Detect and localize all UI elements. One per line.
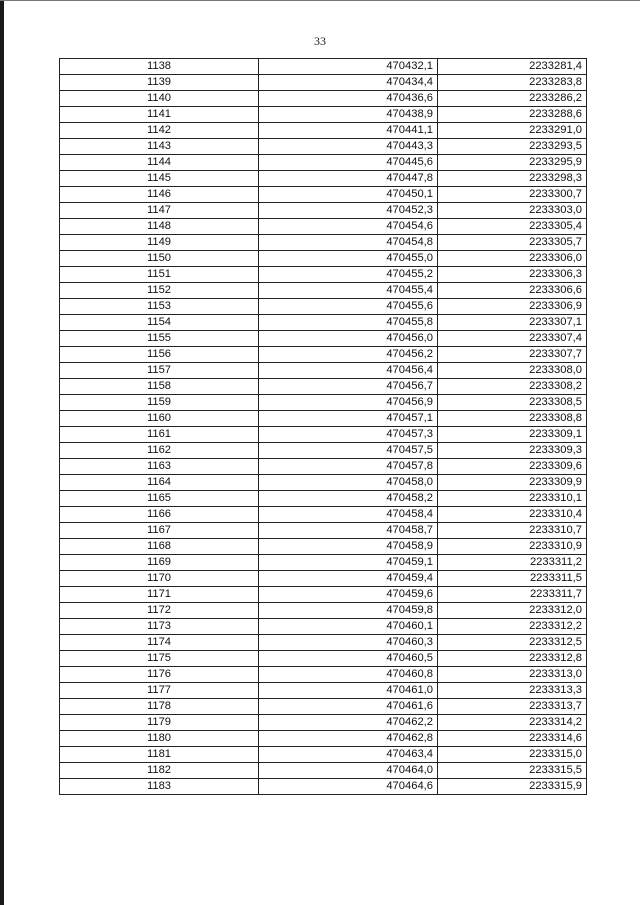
point-number-cell: 1172 bbox=[60, 603, 259, 619]
point-number-cell: 1152 bbox=[60, 283, 259, 299]
x-coordinate-cell: 470457,5 bbox=[259, 443, 438, 459]
y-coordinate-cell: 2233308,8 bbox=[438, 411, 587, 427]
point-number-cell: 1142 bbox=[60, 123, 259, 139]
y-coordinate-cell: 2233283,8 bbox=[438, 75, 587, 91]
point-number-cell: 1149 bbox=[60, 235, 259, 251]
y-coordinate-cell: 2233281,4 bbox=[438, 59, 587, 75]
x-coordinate-cell: 470456,9 bbox=[259, 395, 438, 411]
y-coordinate-cell: 2233309,9 bbox=[438, 475, 587, 491]
x-coordinate-cell: 470460,5 bbox=[259, 651, 438, 667]
x-coordinate-cell: 470454,6 bbox=[259, 219, 438, 235]
point-number-cell: 1150 bbox=[60, 251, 259, 267]
table-row bbox=[60, 587, 587, 603]
point-number-cell: 1179 bbox=[60, 715, 259, 731]
table-row bbox=[60, 395, 587, 411]
point-number-cell: 1146 bbox=[60, 187, 259, 203]
point-number-cell: 1145 bbox=[60, 171, 259, 187]
table-row bbox=[60, 427, 587, 443]
table-row bbox=[60, 555, 587, 571]
point-number-cell: 1176 bbox=[60, 667, 259, 683]
point-number-cell: 1157 bbox=[60, 363, 259, 379]
y-coordinate-cell: 2233305,7 bbox=[438, 235, 587, 251]
x-coordinate-cell: 470455,6 bbox=[259, 299, 438, 315]
y-coordinate-cell: 2233309,1 bbox=[438, 427, 587, 443]
y-coordinate-cell: 2233306,6 bbox=[438, 283, 587, 299]
table-row bbox=[60, 267, 587, 283]
x-coordinate-cell: 470441,1 bbox=[259, 123, 438, 139]
x-coordinate-cell: 470460,3 bbox=[259, 635, 438, 651]
point-number-cell: 1141 bbox=[60, 107, 259, 123]
x-coordinate-cell: 470461,6 bbox=[259, 699, 438, 715]
x-coordinate-cell: 470463,4 bbox=[259, 747, 438, 763]
y-coordinate-cell: 2233312,8 bbox=[438, 651, 587, 667]
table-row bbox=[60, 459, 587, 475]
x-coordinate-cell: 470452,3 bbox=[259, 203, 438, 219]
table-row bbox=[60, 315, 587, 331]
y-coordinate-cell: 2233295,9 bbox=[438, 155, 587, 171]
y-coordinate-cell: 2233312,0 bbox=[438, 603, 587, 619]
table-row bbox=[60, 731, 587, 747]
point-number-cell: 1138 bbox=[60, 59, 259, 75]
x-coordinate-cell: 470456,7 bbox=[259, 379, 438, 395]
point-number-cell: 1154 bbox=[60, 315, 259, 331]
y-coordinate-cell: 2233291,0 bbox=[438, 123, 587, 139]
table-row bbox=[60, 299, 587, 315]
table-row bbox=[60, 747, 587, 763]
point-number-cell: 1170 bbox=[60, 571, 259, 587]
y-coordinate-cell: 2233307,4 bbox=[438, 331, 587, 347]
x-coordinate-cell: 470462,2 bbox=[259, 715, 438, 731]
table-row bbox=[60, 603, 587, 619]
point-number-cell: 1151 bbox=[60, 267, 259, 283]
point-number-cell: 1156 bbox=[60, 347, 259, 363]
y-coordinate-cell: 2233308,5 bbox=[438, 395, 587, 411]
y-coordinate-cell: 2233307,1 bbox=[438, 315, 587, 331]
point-number-cell: 1140 bbox=[60, 91, 259, 107]
y-coordinate-cell: 2233313,0 bbox=[438, 667, 587, 683]
y-coordinate-cell: 2233311,2 bbox=[438, 555, 587, 571]
table-row bbox=[60, 763, 587, 779]
point-number-cell: 1168 bbox=[60, 539, 259, 555]
x-coordinate-cell: 470459,4 bbox=[259, 571, 438, 587]
table-row bbox=[60, 699, 587, 715]
point-number-cell: 1175 bbox=[60, 651, 259, 667]
x-coordinate-cell: 470455,8 bbox=[259, 315, 438, 331]
y-coordinate-cell: 2233314,6 bbox=[438, 731, 587, 747]
point-number-cell: 1148 bbox=[60, 219, 259, 235]
table-row bbox=[60, 667, 587, 683]
y-coordinate-cell: 2233310,1 bbox=[438, 491, 587, 507]
table-row bbox=[60, 139, 587, 155]
y-coordinate-cell: 2233300,7 bbox=[438, 187, 587, 203]
x-coordinate-cell: 470455,0 bbox=[259, 251, 438, 267]
x-coordinate-cell: 470455,2 bbox=[259, 267, 438, 283]
table-row bbox=[60, 347, 587, 363]
table-row bbox=[60, 187, 587, 203]
x-coordinate-cell: 470464,0 bbox=[259, 763, 438, 779]
x-coordinate-cell: 470459,6 bbox=[259, 587, 438, 603]
y-coordinate-cell: 2233312,2 bbox=[438, 619, 587, 635]
y-coordinate-cell: 2233312,5 bbox=[438, 635, 587, 651]
table-row bbox=[60, 683, 587, 699]
y-coordinate-cell: 2233310,7 bbox=[438, 523, 587, 539]
x-coordinate-cell: 470456,2 bbox=[259, 347, 438, 363]
point-number-cell: 1153 bbox=[60, 299, 259, 315]
point-number-cell: 1164 bbox=[60, 475, 259, 491]
table-row bbox=[60, 507, 587, 523]
table-row bbox=[60, 283, 587, 299]
point-number-cell: 1160 bbox=[60, 411, 259, 427]
y-coordinate-cell: 2233306,3 bbox=[438, 267, 587, 283]
x-coordinate-cell: 470438,9 bbox=[259, 107, 438, 123]
x-coordinate-cell: 470454,8 bbox=[259, 235, 438, 251]
table-row bbox=[60, 235, 587, 251]
x-coordinate-cell: 470447,8 bbox=[259, 171, 438, 187]
x-coordinate-cell: 470443,3 bbox=[259, 139, 438, 155]
y-coordinate-cell: 2233313,3 bbox=[438, 683, 587, 699]
y-coordinate-cell: 2233310,9 bbox=[438, 539, 587, 555]
page-number: 33 bbox=[314, 34, 326, 48]
point-number-cell: 1161 bbox=[60, 427, 259, 443]
x-coordinate-cell: 470450,1 bbox=[259, 187, 438, 203]
x-coordinate-cell: 470436,6 bbox=[259, 91, 438, 107]
x-coordinate-cell: 470464,6 bbox=[259, 779, 438, 795]
table-row bbox=[60, 651, 587, 667]
coordinates-table-body bbox=[60, 59, 587, 795]
point-number-cell: 1178 bbox=[60, 699, 259, 715]
point-number-cell: 1180 bbox=[60, 731, 259, 747]
y-coordinate-cell: 2233293,5 bbox=[438, 139, 587, 155]
table-row bbox=[60, 75, 587, 91]
x-coordinate-cell: 470455,4 bbox=[259, 283, 438, 299]
x-coordinate-cell: 470457,3 bbox=[259, 427, 438, 443]
point-number-cell: 1155 bbox=[60, 331, 259, 347]
x-coordinate-cell: 470458,4 bbox=[259, 507, 438, 523]
y-coordinate-cell: 2233309,6 bbox=[438, 459, 587, 475]
x-coordinate-cell: 470459,8 bbox=[259, 603, 438, 619]
point-number-cell: 1158 bbox=[60, 379, 259, 395]
y-coordinate-cell: 2233315,0 bbox=[438, 747, 587, 763]
point-number-cell: 1182 bbox=[60, 763, 259, 779]
table-row bbox=[60, 635, 587, 651]
x-coordinate-cell: 470432,1 bbox=[259, 59, 438, 75]
y-coordinate-cell: 2233305,4 bbox=[438, 219, 587, 235]
point-number-cell: 1143 bbox=[60, 139, 259, 155]
y-coordinate-cell: 2233313,7 bbox=[438, 699, 587, 715]
x-coordinate-cell: 470457,1 bbox=[259, 411, 438, 427]
x-coordinate-cell: 470434,4 bbox=[259, 75, 438, 91]
table-row bbox=[60, 107, 587, 123]
point-number-cell: 1177 bbox=[60, 683, 259, 699]
table-row bbox=[60, 619, 587, 635]
x-coordinate-cell: 470456,0 bbox=[259, 331, 438, 347]
coordinates-table bbox=[59, 58, 587, 795]
point-number-cell: 1159 bbox=[60, 395, 259, 411]
y-coordinate-cell: 2233309,3 bbox=[438, 443, 587, 459]
y-coordinate-cell: 2233307,7 bbox=[438, 347, 587, 363]
point-number-cell: 1171 bbox=[60, 587, 259, 603]
point-number-cell: 1183 bbox=[60, 779, 259, 795]
table-row bbox=[60, 571, 587, 587]
table-row bbox=[60, 443, 587, 459]
y-coordinate-cell: 2233303,0 bbox=[438, 203, 587, 219]
x-coordinate-cell: 470461,0 bbox=[259, 683, 438, 699]
table-row bbox=[60, 171, 587, 187]
table-row bbox=[60, 59, 587, 75]
table-row bbox=[60, 363, 587, 379]
y-coordinate-cell: 2233298,3 bbox=[438, 171, 587, 187]
x-coordinate-cell: 470459,1 bbox=[259, 555, 438, 571]
point-number-cell: 1144 bbox=[60, 155, 259, 171]
point-number-cell: 1169 bbox=[60, 555, 259, 571]
table-row bbox=[60, 155, 587, 171]
table-row bbox=[60, 523, 587, 539]
y-coordinate-cell: 2233311,7 bbox=[438, 587, 587, 603]
table-row bbox=[60, 203, 587, 219]
point-number-cell: 1173 bbox=[60, 619, 259, 635]
x-coordinate-cell: 470458,0 bbox=[259, 475, 438, 491]
y-coordinate-cell: 2233306,0 bbox=[438, 251, 587, 267]
y-coordinate-cell: 2233308,2 bbox=[438, 379, 587, 395]
table-row bbox=[60, 123, 587, 139]
point-number-cell: 1165 bbox=[60, 491, 259, 507]
x-coordinate-cell: 470445,6 bbox=[259, 155, 438, 171]
x-coordinate-cell: 470457,8 bbox=[259, 459, 438, 475]
y-coordinate-cell: 2233310,4 bbox=[438, 507, 587, 523]
x-coordinate-cell: 470460,1 bbox=[259, 619, 438, 635]
y-coordinate-cell: 2233286,2 bbox=[438, 91, 587, 107]
y-coordinate-cell: 2233314,2 bbox=[438, 715, 587, 731]
y-coordinate-cell: 2233315,9 bbox=[438, 779, 587, 795]
table-row bbox=[60, 715, 587, 731]
x-coordinate-cell: 470460,8 bbox=[259, 667, 438, 683]
y-coordinate-cell: 2233315,5 bbox=[438, 763, 587, 779]
y-coordinate-cell: 2233288,6 bbox=[438, 107, 587, 123]
table-row bbox=[60, 251, 587, 267]
x-coordinate-cell: 470458,2 bbox=[259, 491, 438, 507]
x-coordinate-cell: 470458,9 bbox=[259, 539, 438, 555]
table-row bbox=[60, 411, 587, 427]
point-number-cell: 1162 bbox=[60, 443, 259, 459]
table-row bbox=[60, 91, 587, 107]
point-number-cell: 1163 bbox=[60, 459, 259, 475]
page-top-rule bbox=[0, 0, 640, 1]
point-number-cell: 1174 bbox=[60, 635, 259, 651]
point-number-cell: 1147 bbox=[60, 203, 259, 219]
point-number-cell: 1139 bbox=[60, 75, 259, 91]
page-left-edge bbox=[0, 0, 4, 905]
y-coordinate-cell: 2233306,9 bbox=[438, 299, 587, 315]
point-number-cell: 1181 bbox=[60, 747, 259, 763]
x-coordinate-cell: 470462,8 bbox=[259, 731, 438, 747]
table-row bbox=[60, 491, 587, 507]
y-coordinate-cell: 2233311,5 bbox=[438, 571, 587, 587]
point-number-cell: 1167 bbox=[60, 523, 259, 539]
table-row bbox=[60, 475, 587, 491]
x-coordinate-cell: 470458,7 bbox=[259, 523, 438, 539]
table-row bbox=[60, 539, 587, 555]
table-row bbox=[60, 331, 587, 347]
table-row bbox=[60, 219, 587, 235]
point-number-cell: 1166 bbox=[60, 507, 259, 523]
y-coordinate-cell: 2233308,0 bbox=[438, 363, 587, 379]
table-row bbox=[60, 379, 587, 395]
table-row bbox=[60, 779, 587, 795]
x-coordinate-cell: 470456,4 bbox=[259, 363, 438, 379]
